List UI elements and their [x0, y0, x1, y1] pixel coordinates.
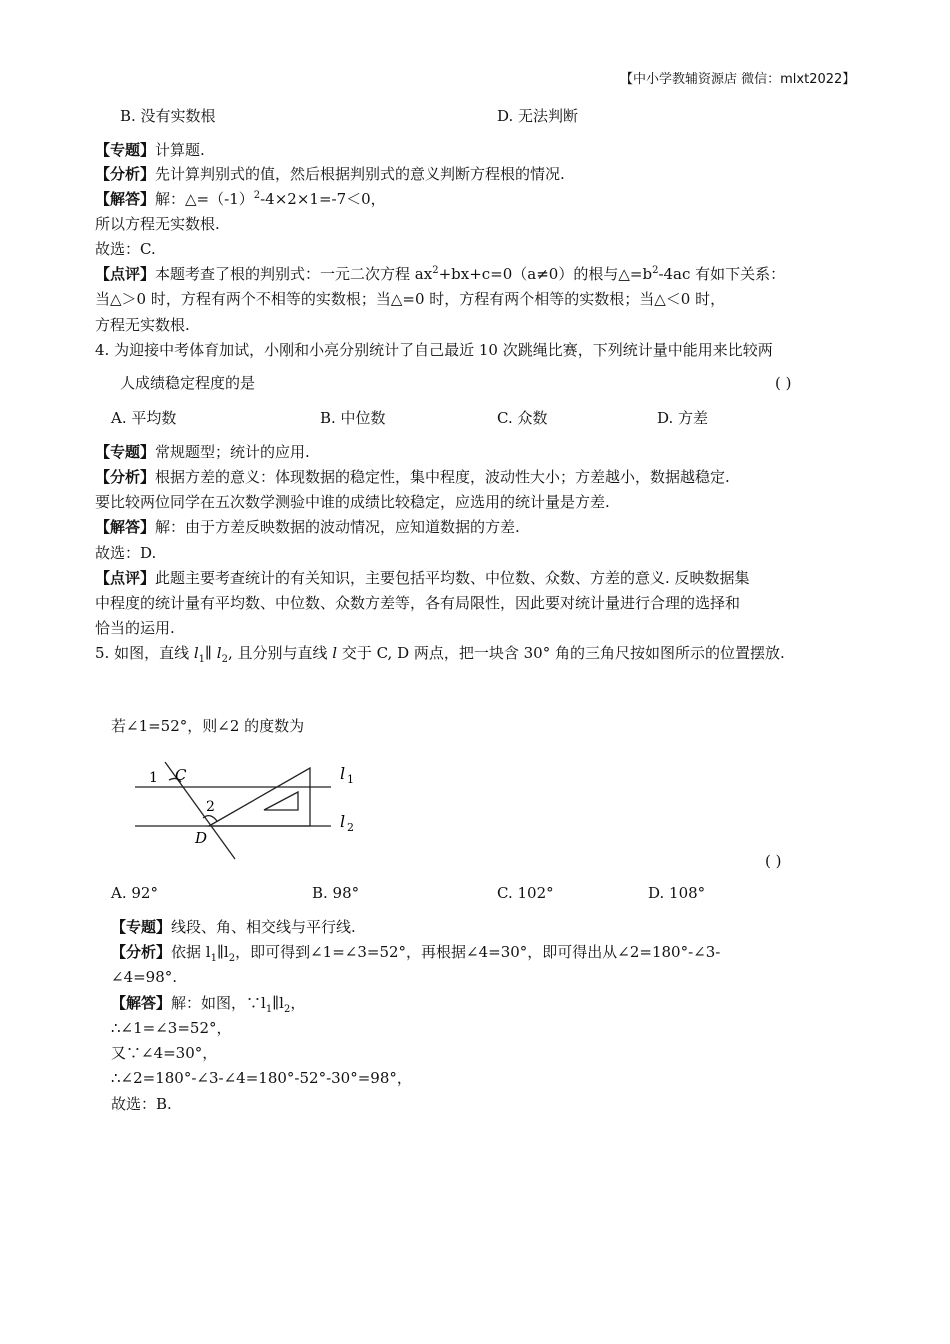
q3-analysis [95, 164, 565, 184]
answer-text: 解：如图，∵l [171, 994, 266, 1012]
answer-text: ∥l [272, 994, 284, 1012]
review-tag: 【点评】 [95, 265, 156, 283]
q4-review-line-3: 恰当的运用. [95, 619, 175, 637]
topic-tag: 【专题】 [111, 918, 172, 936]
geometry-figure [125, 748, 365, 866]
q4-stem: 4. 为迎接中考体育加试，小刚和小亮分别统计了自己最近 10 次跳绳比赛，下列统计量中能用来比较两 [95, 341, 773, 359]
fig-label-l2-sub: 2 [347, 821, 354, 834]
topic-tag: 【专题】 [95, 443, 156, 461]
q5-option-a: A. 92° [111, 884, 158, 902]
q4-analysis-line-2: 要比较两位同学在五次数学测验中谁的成绩比较稳定，应选用的统计量是方差. [95, 493, 610, 511]
line-l-label: l [332, 644, 338, 662]
fig-label-d: D [195, 829, 208, 847]
q5-step-4: 故选：B. [111, 1095, 172, 1113]
q3-topic [95, 140, 205, 160]
answer-tag: 【解答】 [111, 994, 172, 1012]
fig-label-l1: l [340, 764, 346, 783]
topic-tag: 【专题】 [95, 141, 156, 159]
answer-tag: 【解答】 [95, 518, 156, 536]
q4-topic [95, 442, 310, 462]
set-square-inner [264, 792, 298, 810]
stem-text: 5. 如图，直线 [95, 644, 194, 662]
q5-analysis [111, 942, 720, 962]
q5-answer-paren: ( ) [765, 852, 782, 870]
answer-text: -4×2×1=-7＜0， [260, 190, 386, 208]
q3-option-b: B. 没有实数根 [120, 107, 216, 125]
q3-review [95, 264, 785, 284]
q5-analysis-line-2: ∠4=98°. [111, 968, 178, 986]
review-text: 此题主要考查统计的有关知识，主要包括平均数、中位数、众数、方差的意义. 反映数据集 [155, 569, 750, 587]
stem-text: 交于 C, D 两点，把一块含 30° 角的三角尺按如图所示的位置摆放. [337, 644, 785, 662]
subscript: 1 [198, 654, 206, 665]
analysis-text: ∥l [216, 943, 229, 961]
topic-text: 常规题型；统计的应用. [155, 443, 310, 461]
q4-answer-paren: ( ) [775, 374, 792, 392]
parallel-symbol: ∥ [205, 644, 217, 662]
fig-label-c: C [175, 766, 187, 784]
q5-step-1: ∴∠1=∠3=52°， [111, 1019, 232, 1037]
q3-review-line-3: 方程无实数根. [95, 316, 190, 334]
fig-label-l1-sub: 1 [347, 773, 354, 786]
subscript: 2 [221, 654, 228, 665]
source-header: 【中小学教辅资源店 微信：mlxt2022】 [620, 72, 856, 87]
q3-option-d: D. 无法判断 [497, 107, 579, 125]
q5-option-b: B. 98° [312, 884, 360, 902]
q4-stem-line-2: 人成绩稳定程度的是 [120, 374, 256, 392]
q4-answer-line-2: 故选：D. [95, 544, 157, 562]
line-l1-label: l [193, 644, 199, 662]
line-l2-label: l [216, 644, 222, 662]
topic-text: 计算题. [155, 141, 205, 159]
q4-option-d: D. 方差 [657, 409, 709, 427]
analysis-text: ，即可得到∠1=∠3=52°，再根据∠4=30°，即可得出从∠2=180°-∠3- [235, 943, 721, 961]
stem-text: , 且分别与直线 [227, 644, 333, 662]
review-text: +bx+c=0（a≠0）的根与△=b [438, 265, 653, 283]
q4-analysis [95, 467, 730, 487]
q4-option-a: A. 平均数 [111, 409, 177, 427]
q3-answer [95, 189, 386, 209]
q5-stem [95, 643, 785, 663]
fig-label-2: 2 [206, 799, 215, 815]
superscript: 2 [652, 265, 659, 276]
answer-text: ， [290, 994, 306, 1012]
q5-option-c: C. 102° [497, 884, 554, 902]
superscript: 2 [253, 190, 261, 201]
answer-tag: 【解答】 [95, 190, 156, 208]
analysis-tag: 【分析】 [95, 468, 156, 486]
analysis-tag: 【分析】 [111, 943, 172, 961]
q4-review-line-2: 中程度的统计量有平均数、中位数、众数方差等，各有局限性，因此要对统计量进行合理的选择和 [95, 594, 741, 612]
q4-review [95, 568, 750, 588]
q5-topic [111, 917, 356, 937]
topic-text: 线段、角、相交线与平行线. [171, 918, 356, 936]
review-text: 本题考查了根的判别式：一元二次方程 ax [155, 265, 433, 283]
subscript: 2 [283, 1004, 291, 1015]
analysis-text: 依据 l [171, 943, 211, 961]
set-square-outer [209, 768, 310, 826]
fig-label-1: 1 [149, 770, 158, 786]
subscript: 2 [228, 953, 236, 964]
subscript: 1 [210, 953, 217, 964]
q4-option-c: C. 众数 [497, 409, 548, 427]
superscript: 2 [432, 265, 439, 276]
subscript: 1 [265, 1004, 273, 1015]
q3-answer-line-2: 所以方程无实数根. [95, 215, 220, 233]
q5-step-2: 又∵∠4=30°， [111, 1044, 218, 1062]
fig-label-l2: l [340, 812, 346, 831]
review-tag: 【点评】 [95, 569, 156, 587]
analysis-text: 根据方差的意义：体现数据的稳定性，集中程度，波动性大小；方差越小，数据越稳定. [155, 468, 730, 486]
analysis-tag: 【分析】 [95, 165, 156, 183]
review-text: -4ac 有如下关系： [658, 265, 786, 283]
q4-answer [95, 517, 520, 537]
answer-text: 解：△=（-1） [155, 190, 254, 208]
analysis-text: 先计算判别式的值，然后根据判别式的意义判断方程根的情况. [155, 165, 565, 183]
q3-answer-line-3: 故选：C. [95, 240, 156, 258]
q5-stem-line-2: 若∠1=52°，则∠2 的度数为 [111, 717, 305, 735]
q4-option-b: B. 中位数 [320, 409, 386, 427]
q3-review-line-2: 当△＞0 时，方程有两个不相等的实数根；当△=0 时，方程有两个相等的实数根；当△＜0 时， [95, 290, 726, 308]
q5-answer [111, 993, 305, 1013]
q5-option-d: D. 108° [648, 884, 706, 902]
answer-text: 解：由于方差反映数据的波动情况，应知道数据的方差. [155, 518, 520, 536]
q5-step-3: ∴∠2=180°-∠3-∠4=180°-52°-30°=98°， [111, 1069, 412, 1087]
